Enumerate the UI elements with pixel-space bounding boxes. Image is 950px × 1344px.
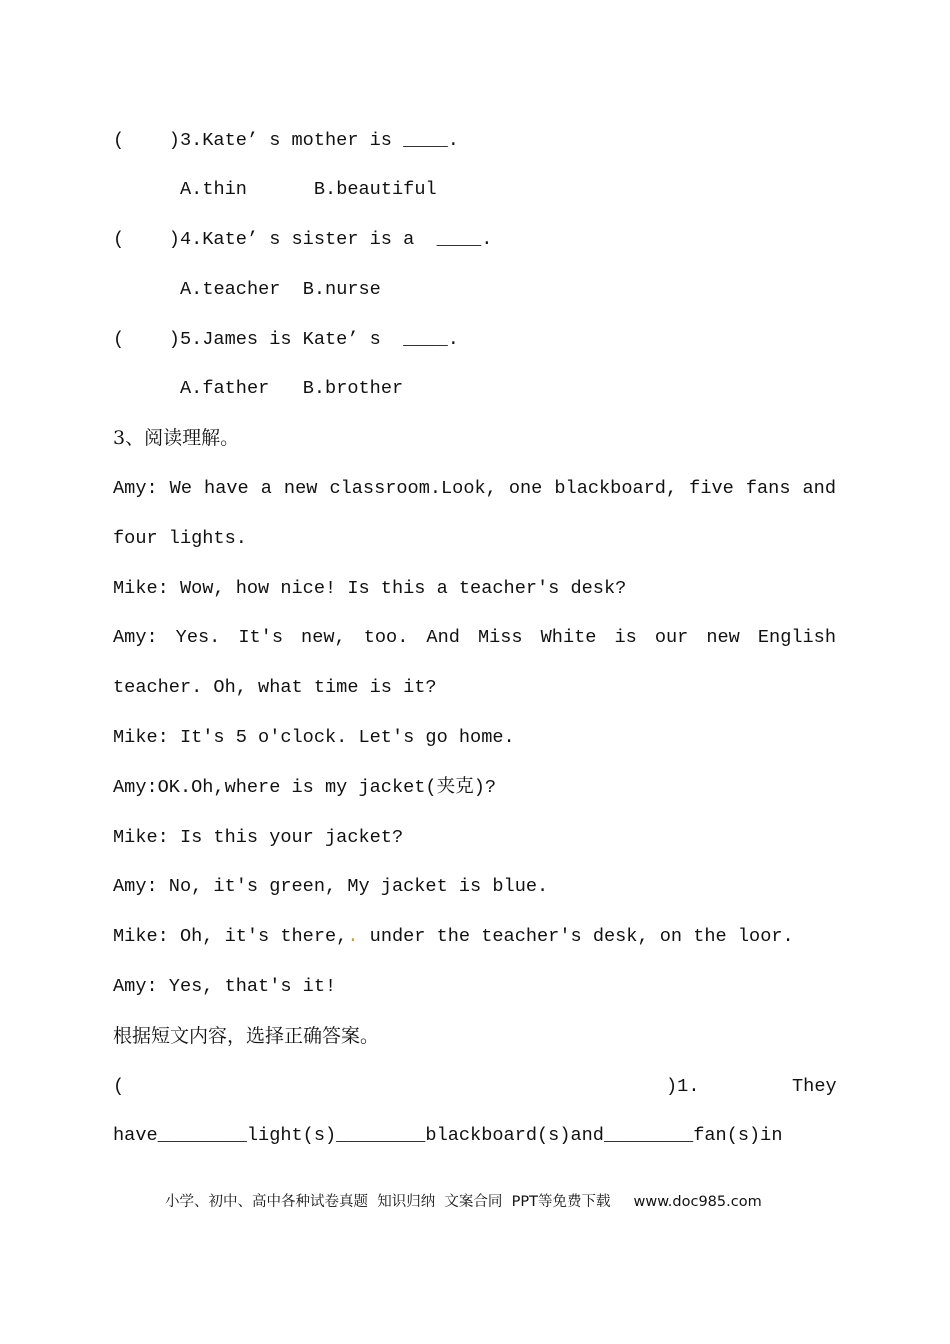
question-options: A.father B.brother xyxy=(180,378,404,399)
question-text: have________light(s)________blackboard(s)and________fan(s)in xyxy=(113,1125,783,1146)
dialogue-line: Mike: Is this your jacket? xyxy=(113,827,404,848)
dialogue-line: Amy: Yes, that's it! xyxy=(113,976,337,997)
dialogue-line: Mike: Wow, how nice! Is this a teacher's desk? xyxy=(113,578,627,599)
question-stem: ( )3.Kate’ s mother is ____. xyxy=(113,130,459,151)
dialogue-text: Mike: Oh, it's there, xyxy=(113,926,348,947)
dialogue-text: under the teacher's desk, on the loor. xyxy=(358,926,794,947)
dialogue-line: Amy:OK.Oh,where is my jacket(夹克)? xyxy=(113,777,497,798)
question-number: )1. xyxy=(666,1076,700,1097)
dialogue-line: teacher. Oh, what time is it? xyxy=(113,677,437,698)
dialogue-line: four lights. xyxy=(113,528,247,549)
paren-open: ( xyxy=(113,1076,125,1097)
question-text: They xyxy=(792,1076,837,1097)
dialogue-line: Amy: Yes. It's new, too. And Miss White is our new English xyxy=(113,627,836,648)
question-stem: ( )5.James is Kate’ s ____. xyxy=(113,329,459,350)
question-options: A.teacher B.nurse xyxy=(180,279,381,300)
instruction: 根据短文内容，选择正确答案。 xyxy=(113,1025,380,1047)
question-options: A.thin B.beautiful xyxy=(180,179,437,200)
question-stem: ( )4.Kate’ s sister is a ____. xyxy=(113,229,493,250)
dialogue-line xyxy=(113,925,794,949)
dialogue-line: Amy: No, it's green, My jacket is blue. xyxy=(113,876,549,897)
page-footer: 小学、初中、高中各种试卷真题 知识归纳 文案合同 PPT等免费下载 www.doc985.com xyxy=(165,1194,762,1210)
dialogue-line: Mike: It's 5 o'clock. Let's go home. xyxy=(113,727,515,748)
edit-mark: . xyxy=(347,926,359,947)
section-title: 3、阅读理解。 xyxy=(113,427,240,449)
dialogue-line: Amy: We have a new classroom.Look, one blackboard, five fans and xyxy=(113,478,836,499)
